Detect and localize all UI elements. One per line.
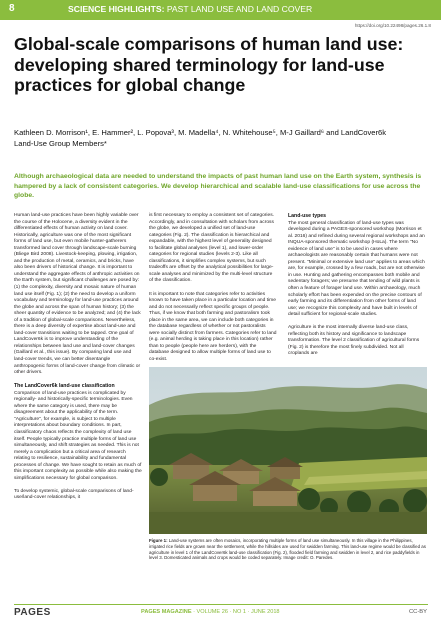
subheading-land-use-types: Land-use types	[288, 213, 327, 219]
body-paragraph: Human land-use practices have been highly variable over the course of the Holocene, a diversity evident in the differentiated effects of human activity on land cover. Historically, agriculture was one of the most significant forms of land use, but even mobile hunter-gatherers transformed land cover through landscape-scale burning (Bliege Bird 2008). Livestock-keeping, plowing, irrigation, and the production of metal, ceramics, and bricks, have also been drivers of historical change. It is important to understand the aggregate effects of anthropic activities on the Earth system, but significant challenges are posed by: (1) the complexity, diversity and mosaic nature of human land use itself (Fig. 1); (2) the need to develop a uniform vocabulary and terminology for land-use practices around the globe and across the span of human history; (3) the sheer quantity of evidence to be analyzed; and (4) the lack of a tradition of global-scale comparisons. Nevertheless, there is a deep diversity of expertise about land-use and land-cover transitions waiting to be tapped. One goal of LandCover6k is to improve understanding of the relationships between land use and land-cover changes (Gaillard et al., this issue). By comparing land use and land-cover trends, we can better disentangle anthropogenic forms of land-cover change from climatic or other drivers.	[14, 213, 141, 376]
pages-logo: PAGES	[14, 607, 51, 618]
body-paragraph: Agriculture is the most internally diverse land-use class, reflecting both its history and significance to landscape transformation. The level 2 classification of agricultural forms (Fig. 2) is therefore the most finely subdivided. Not all croplands are	[288, 325, 420, 357]
text-column-1	[14, 213, 142, 508]
page-number: 8	[9, 3, 15, 14]
magazine-name: PAGES MAGAZINE	[141, 609, 192, 615]
text-column-3	[288, 213, 426, 364]
footer-divider	[14, 604, 428, 605]
body-paragraph: To develop systemic, global-scale comparisons of land-use/land-cover relationships, it	[14, 488, 134, 501]
section-name: PAST LAND USE AND LAND COVER	[166, 4, 313, 14]
authors-line-2: Land-Use Group Members*	[14, 139, 107, 148]
foreground-grass	[149, 512, 427, 534]
body-paragraph: It is important to note that categories refer to activities known to have taken place in a particular location and time and do not necessarily reflect specific groups of people. Thus, if we know that both farming and pastoralism took place in the same area, we can include both categories in the database regardless of whether or not pastoralists were socially distinct from farmers. Categories refer to land (e.g. animal herding is taking place in this location) rather than to people (people here are herders), with the database designed to allow multiple forms of land use to co-exist.	[149, 291, 277, 362]
article-title: Global-scale comparisons of human land use: developing shared terminology for land-use practices for global change	[14, 34, 404, 95]
caption-text: Land-use systems are often mosaics, incorporating multiple forms of land use simultaneously. In this village in the Philippines, irrigated rice fields are grown near the settlement, while the hillsides are used for swidden farming. This land-use regime would be classified as agriculture in level 1 of the LandCover6k land-use classification (Fig. 2), flooded field farming and swidden in level 2, and rice paddyfields in level 3. Domesticated animals and crops would be coded separately. Image credit: O. Paredes.	[149, 538, 426, 561]
authors-line-1: Kathleen D. Morrison¹, E. Hammer², L. Popova³, M. Madella⁴, N. Whitehouse⁵, M-J Gaillard⁶ and LandCover6k	[14, 128, 387, 137]
text-column-2	[149, 213, 277, 370]
lead-paragraph: Although archaeological data are needed to understand the impacts of past human land use on the Earth system, synthesis is hampered by a lack of consistent categories. We develop hierarchical and scalable land-use classifications for use across the globe.	[14, 173, 422, 199]
figure-1-caption	[149, 538, 427, 561]
body-paragraph: Comparison of land-use practices is complicated by regionally- and historically-specific terminologies. Even where the same category is used, there may be disagreement about the applicability of the term. "Agriculture", for example, is subject to multiple interpretations about boundary conditions. In part, classificatory chaos reflects the complexity of land use itself. People typically practice multiple forms of land use simultaneously, and shift strategies as needed. This is not merely a complication but a critical area of research relating to resilience, sustainability and fundamental processes of change. We have sought to retain as much of this important complexity as possible while also making the simplifications necessary for global comparison.	[14, 390, 142, 481]
figure-1-photo	[149, 367, 427, 534]
subheading-classification: The LandCover6k land-use classification	[14, 383, 115, 390]
body-paragraph: is first necessary to employ a consistent set of categories. Accordingly, and in consultation with scholars from across the globe, we developed a unified set of land-use categories (Fig. 2). The classification is hierarchical and expandable, with the highest level of generality designed to facilitate global analyses (level 1), and lower-order categories for regional studies (levels 2-3). Like all classifications, it simplifies complex systems, but such tradeoffs are offset by the analytical possibilities for large-scale analyses and minimized by the multi-level structure of the classification.	[149, 213, 275, 284]
doi-link[interactable]: https://doi.org/10.22498/pages.26.1.8	[354, 23, 431, 28]
section-prefix: SCIENCE HIGHLIGHTS:	[68, 4, 165, 14]
village-landscape-illustration	[149, 367, 427, 534]
caption-label: Figure 1:	[149, 538, 168, 543]
section-heading	[68, 4, 312, 14]
magazine-info	[141, 609, 280, 615]
issue-info: · VOLUME 26 · NO 1 · JUNE 2018	[193, 609, 280, 615]
author-list	[14, 127, 434, 149]
license-badge: CC-BY	[408, 609, 427, 615]
body-paragraph: The most general classification of land-use types was developed during a PAGES-sponsored workshop (Morrison et al. 2016) and refined during several regional workshops and an INQUA-sponsored thematic workshop (HoLa). The term "No evidence of land use" is to be used in cases where archaeologists are reasonably certain that humans were not present. "Minimal or extensive land use" applies to areas which are, for example, crossed by a few roads, but are not otherwise in use. Hunting and gathering encompasses both mobile and sedentary foragers; we presume that tending of wild plants is often a feature of forager land use. Within archaeology, much scholarly effort has been expended on the precise contours of early farming and its differentiation from other forms of land use; we recognize this complexity and have built in levels of detail sufficient for regional-scale studies.	[288, 220, 425, 318]
